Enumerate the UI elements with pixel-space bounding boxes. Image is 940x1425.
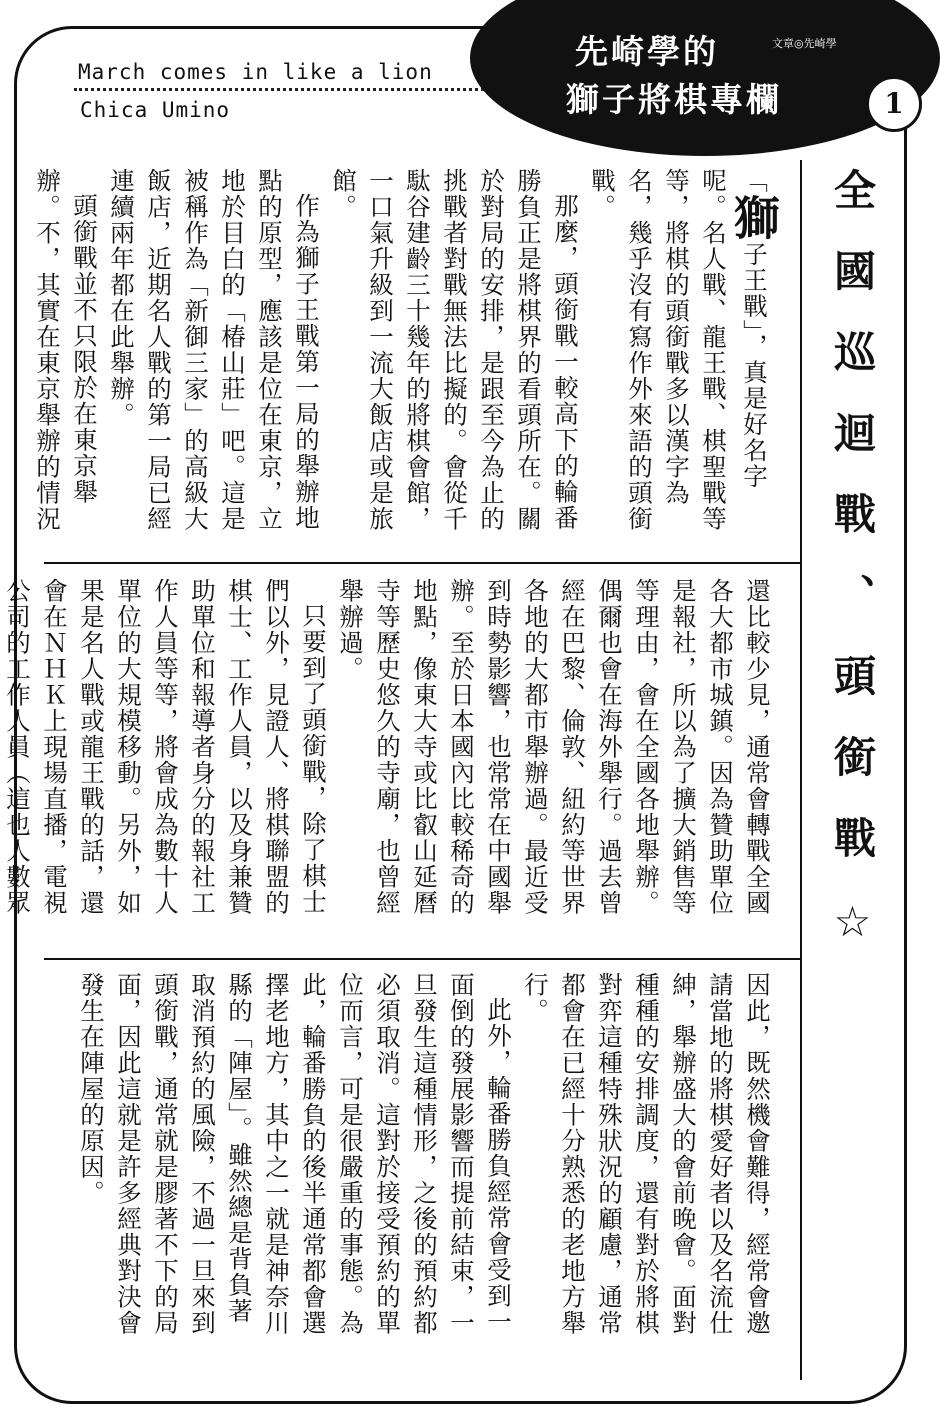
paragraph: 只要到了頭銜戰，除了棋士們以外，見證人、將棋聯盟的棋士、工作人員，以及身兼贊助單位和報導者身分的報社工作人員等等，將會成為數十人單位的大規模移動。另外，如果是名人戰或龍王戰的話，還會在ＮＨＫ上現場直播，電視公司的工作人員（這也人數眾 bbox=[3, 578, 328, 916]
paragraph: 此外，輪番勝負經常會受到一面倒的發展影響而提前結束，一旦發生這種情形，之後的預約都必須取消。這對於接受預約的單位而言，可是很嚴重的事態。為此，輪番勝負的後半通常都會選擇老地方，其中之一就是神奈川縣的「陣屋」。雖然總是背負著取消預約的風險，不過一旦來到頭銜戰，通常就是膠著不下的局面，因此這就是許多經典對決會發生在陣屋的原因。 bbox=[77, 972, 513, 1336]
column-title-line1: 先崎學的 bbox=[575, 32, 719, 71]
column-byline: 文章◎先崎學 bbox=[772, 37, 837, 50]
paragraph: 頭銜戰並不只限於在東京舉辦。不，其實在東京舉辦的情況 bbox=[33, 168, 99, 532]
column-title-line2: 獅子將棋專欄 bbox=[566, 80, 782, 119]
article-title: 全國巡迴戰、頭銜戰☆ bbox=[828, 168, 877, 985]
article-block-3 bbox=[48, 972, 776, 1344]
section-divider-2 bbox=[44, 958, 800, 960]
manga-title-en: March comes in like a lion bbox=[78, 60, 433, 84]
drop-cap: 獅 bbox=[727, 194, 781, 242]
author-name-en: Chica Umino bbox=[80, 98, 231, 122]
paragraph: 作為獅子王戰第一局的舉辦地點的原型，應該是位在東京，立地於目白的「椿山莊」吧。這是被稱作為「新御三家」的高級大飯店，近期名人戰的第一局已經連續兩年都在此舉辦。 bbox=[107, 168, 321, 532]
column-number-badge: 1 bbox=[866, 76, 922, 132]
header-divider bbox=[74, 88, 484, 91]
paragraph: 「獅子王戰」，真是好名字呢。名人戰、龍王戰、棋聖戰等等，將棋的頭銜戰多以漢字為名，幾乎沒有寫作外來語的頭銜戰。 bbox=[588, 168, 781, 532]
title-column-divider bbox=[800, 160, 802, 1380]
article-block-2 bbox=[3, 578, 776, 940]
section-divider-1 bbox=[44, 562, 800, 564]
paragraph: 那麼，頭銜戰一較高下的輪番勝負正是將棋界的看頭所在。關於對局的安排，是跟至今為止的挑戰者對戰無法比擬的。會從千駄谷建齡三十幾年的將棋會館，一口氣升級到一流大飯店或是旅館。 bbox=[329, 168, 580, 532]
article-block-1 bbox=[33, 168, 781, 540]
paragraph: 因此，既然機會難得，經常會邀請當地的將棋愛好者以及名流仕紳，舉辦盛大的會前晚會。面對種種的安排調度，還有對於將棋對弈這種特殊狀況的顧慮，通常都會在已經十分熟悉的老地方舉行。 bbox=[521, 972, 772, 1336]
paragraph: 還比較少見，通常會轉戰全國各大都市城鎮。因為贊助單位是報社，所以為了擴大銷售等等理由，會在全國各地舉辦。偶爾也會在海外舉行。過去曾經在巴黎、倫敦、紐約等世界各地的大都市舉辦過。最近受到時勢影響，也常常在中國舉辦。至於日本國內比較稀奇的地點，像東大寺或比叡山延曆寺等歷史悠久的寺廟，也曾經舉辦過。 bbox=[336, 578, 772, 916]
